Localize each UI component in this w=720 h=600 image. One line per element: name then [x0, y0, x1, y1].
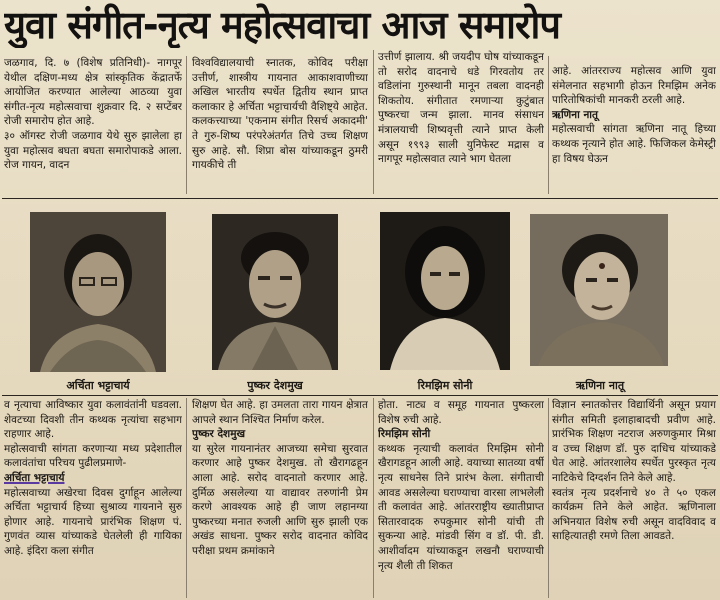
photo-caption-4: ऋणिना नातू [575, 379, 625, 392]
article-column-2 [192, 56, 368, 194]
paragraph: या सुरेल गायनानंतर आजच्या समेचा सुरवात करणार आहे पुष्कर देशमुख. तो खैरागढहून आला आहे. सरोद वादनातो करणार आहे. दुर्मिळ असलेल्या या वाद्यावर तरुणांनी प्रेम करणे आवश्यक आहे ही जाण लहानग्या पुष्करच्या मनात रुजली आणि सुरु झाली एक अखंड साधना. पुष्कर सरोद वादनात कोविद परीक्षा प्रथम क्रमांकाने [192, 442, 368, 557]
article-column-1 [4, 56, 182, 194]
photo-caption-2: पुष्कर देशमुख [247, 379, 303, 392]
paragraph: आहे. आंतरराज्य महोत्सव आणि युवा संमेलनात सहभागी होऊन रिमझिम अनेक पारितोषिकांची मानकरी ठरली आहे. [552, 65, 716, 107]
paragraph: विज्ञान स्नातकोत्तर विद्यार्थिनी असून प्रयाग संगीत समिती इलाहाबादची प्रवीण आहे. प्रारंभिक शिक्षण नटराज अरुणकुमार मिश्रा व उच्च शिक्षण डॉ. पुरु दाधिच यांच्याकडे घेत आहे. आंतरशालेय स्पर्धेत पुरस्कृत नृत्य नाटिकेचे दिग्दर्शन तिने केले आहे. [552, 399, 716, 484]
portrait-photo-3 [380, 212, 510, 370]
article-column-7 [378, 398, 544, 598]
article-column-8 [552, 398, 716, 598]
paragraph: जळगाव, दि. ७ (विशेष प्रतिनिधी)- नागपूर येथील दक्षिण-मध्य क्षेत्र सांस्कृतिक केंद्रातर्फे आयोजित करण्यात आलेल्या आठव्या युवा संगीत-नृत्य महोत्सवाचा शुक्रवार दि. २ सप्टेंबर रोजी समारोप होत आहे. [4, 57, 182, 128]
article-column-5 [4, 398, 182, 598]
article-column-4 [552, 64, 716, 194]
portrait-photo-2 [212, 214, 338, 370]
column-divider [186, 398, 187, 598]
paragraph: महोत्सवाची सांगता ऋणिना नातू हिच्या कथ्थक नृत्याने होत आहे. फिजिकल केमेस्ट्री हा विषय घेऊन [552, 123, 716, 165]
paragraph: कथ्थक नृत्याची कलावंत रिमझिम सोनी खैरागडहून आली आहे. वयाच्या सातव्या वर्षी नृत्य साधनेस तिने प्रारंभ केला. संगीताची आवड असलेल्या घराण्याचा वारसा लाभलेली ती कलावंत आहे. आंतरराष्ट्रीय ख्यातीप्राप्त सितारवादक रुपकुमार सोनी यांची ती सुकन्या आहे. मांडवी सिंग व डॉ. पी. डी. आशीर्वादम यांच्याकडून लखनौ घराण्याची नृत्य शैली ती शिकत [378, 442, 544, 572]
paragraph: शिक्षण घेत आहे. हा उमलता तारा गायन क्षेत्रात आपले स्थान निश्चित निर्माण करेल. [192, 399, 368, 426]
portrait-image [30, 212, 166, 372]
subheading: ऋणिना नातू [552, 108, 599, 121]
portrait-photo-4 [530, 214, 668, 366]
column-divider [186, 56, 187, 194]
paragraph: स्वतंत्र नृत्य प्रदर्शनाचे ४० ते ५० एकल कार्यक्रम तिने केले आहेत. ऋणिनाला अभिनयात विशेष रुची असून वादविवाद व साहित्यातही रमणे तिला आवडते. [552, 486, 716, 543]
article-column-3 [378, 50, 544, 194]
column-divider [373, 50, 374, 194]
column-divider [548, 56, 549, 194]
portrait-photo-1 [30, 212, 166, 372]
portrait-image [380, 212, 510, 370]
paragraph: उत्तीर्ण झालाय. श्री जयदीप घोष यांच्याकडून तो सरोद वादनाचे धडे गिरवतोय तर वडिलांना गुरुस्थानी मानून तबला वादनही शिकतोय. संगीतात रमणाऱ्या कुटुंबात पुष्करचा जन्म झाला. मानव संसाधन मंत्रालयाची शिष्यवृत्ती त्याने प्राप्त केली असून १९९३ साली युनिफेस्ट मद्रास व नागपूर महोत्सवात त्याने भाग घेतला [378, 51, 544, 166]
photo-caption-3: रिमझिम सोनी [417, 379, 473, 392]
paragraph: महोत्सवाच्या अखेरचा दिवस दुर्गाहून आलेल्या अर्चिता भट्टाचार्य हिच्या सुश्राव्य गायनाने सुरु होणार आहे. गायनाचे प्रारंभिक शिक्षण पं. गुणवंत व्यास यांच्याकडे घेतलेली ही गायिका आहे. इंदिरा कला संगीत [4, 486, 182, 557]
subheading: अर्चिता भट्टाचार्य [4, 471, 65, 484]
article-column-6 [192, 398, 368, 598]
subheading: पुष्कर देशमुख [192, 428, 246, 441]
paragraph: होता. नाट्य व समूह गायनात पुष्करला विशेष रुची आहे. [378, 399, 544, 426]
paragraph: व नृत्याचा आविष्कार युवा कलावंतांनी घडवला. शेवटच्या दिवशी तीन कथ्थक नृत्यांचा सहभाग राहणार आहे. [4, 399, 182, 441]
headline: युवा संगीत-नृत्य महोत्सवाचा आज समारोप [4, 3, 560, 47]
column-divider [548, 398, 549, 598]
paragraph: ३० ऑगस्ट रोजी जळगाव येथे सुरु झालेला हा युवा महोत्सव बघता बघता समारोपाकडे आला. रोज गायन, वादन [4, 129, 182, 172]
column-divider [373, 398, 374, 598]
paragraph: विश्वविद्यालयाची स्नातक, कोविद परीक्षा उत्तीर्ण, शास्त्रीय गायनात आकाशवाणीच्या अखिल भारतीय स्पर्धेत द्वितीय स्थान प्राप्त कलाकार हे अर्चिता भट्टाचार्यची वैशिष्ट्ये आहेत. कलकत्त्याच्या 'एकनाम संगीत रिसर्च अकादमी' ते गुरु-शिष्य परंपरेअंतर्गत तिचे उच्च शिक्षण सुरु आहे. सौ. शिप्रा बोस यांच्याकडून ठुमरी गायकीचे ती [192, 57, 368, 172]
subheading: रिमझिम सोनी [378, 428, 431, 441]
portrait-image [212, 214, 338, 370]
paragraph: महोत्सवाची सांगता करणाऱ्या मध्य प्रदेशातील कलावंतांचा परिचय पुढीलप्रमाणे- [4, 442, 182, 470]
photo-caption-1: अर्चिता भट्टाचार्य [66, 379, 130, 392]
portrait-image [530, 214, 668, 366]
